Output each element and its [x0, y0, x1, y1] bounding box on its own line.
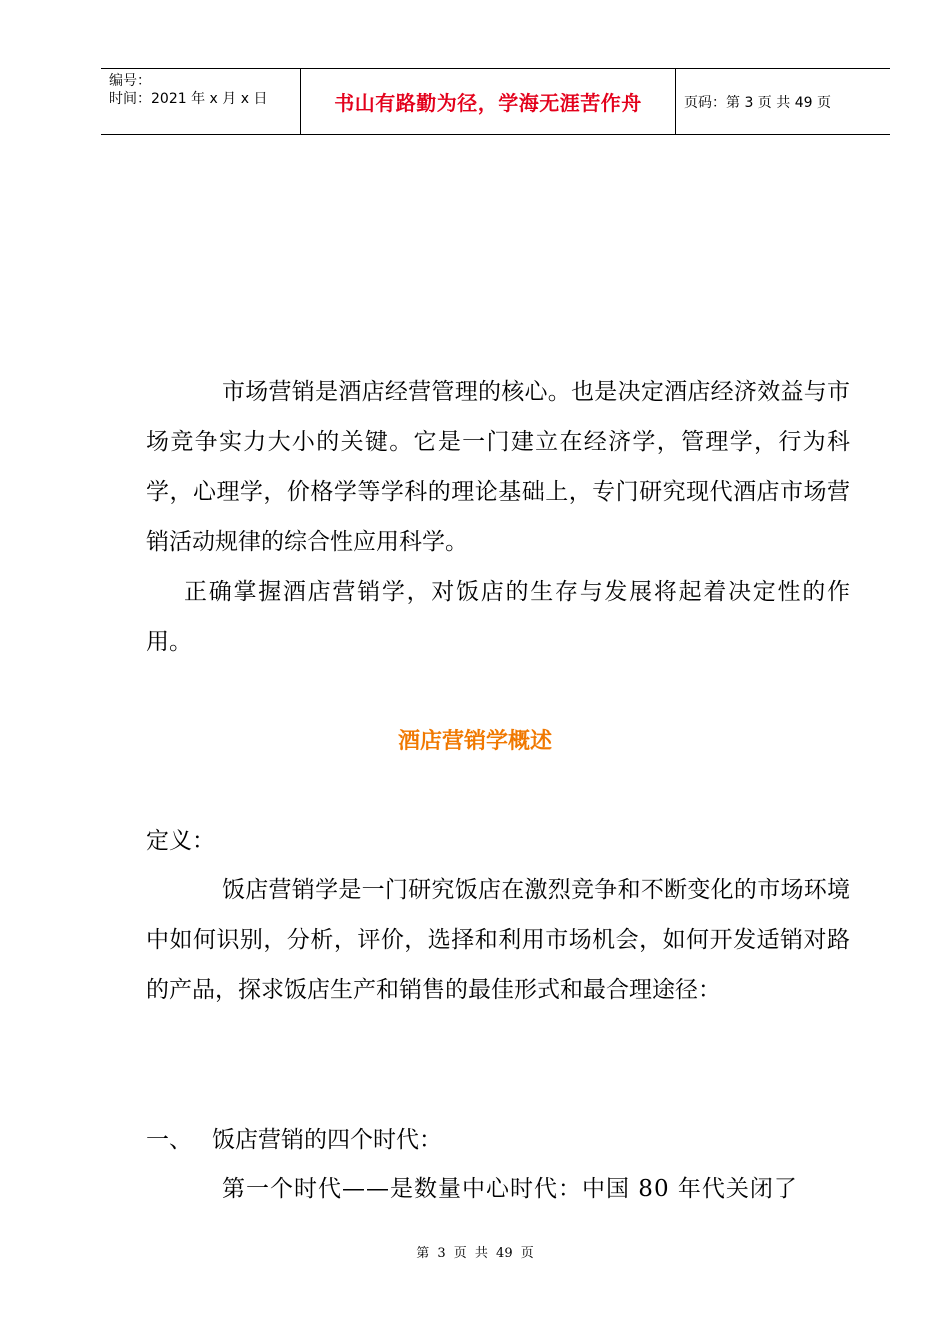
header-page-info: 页码：第 3 页 共 49 页	[684, 94, 831, 111]
definition-label: 定义：	[146, 828, 215, 854]
document-header	[101, 68, 890, 135]
definition-paragraph: 饭店营销学是一门研究饭店在激烈竞争和不断变化的市场环境中如何识别，分析，评价，选择和利用市场机会，如何开发适销对路的产品，探求饭店生产和销售的最佳形式和最合理途径：	[146, 877, 850, 1003]
header-meta	[101, 69, 301, 134]
page-footer: 第 3 页 共 49 页	[416, 1246, 534, 1261]
era-one-text: 第一个时代——是数量中心时代：中国 80 年代关闭了	[222, 1176, 798, 1202]
intro-paragraph: 市场营销是酒店经营管理的核心。也是决定酒店经济效益与市场竞争实力大小的关键。它是一门建立在经济学，管理学，行为科学，心理学，价格学等学科的理论基础上，专门研究现代酒店市场营销活动规律的综合性应用科学。	[146, 379, 850, 555]
second-paragraph: 正确掌握酒店营销学，对饭店的生存与发展将起着决定性的作用。	[146, 579, 850, 655]
section-one-title: 饭店营销的四个时代：	[212, 1127, 442, 1153]
header-page-info-cell	[676, 69, 890, 134]
number-label: 编号：	[109, 73, 151, 89]
header-motto: 书山有路勤为径，学海无涯苦作舟	[334, 91, 642, 115]
section-heading: 酒店营销学概述	[397, 729, 552, 754]
time-label: 时间：2021 年 x 月 x 日	[109, 91, 268, 107]
section-one-heading	[146, 1115, 442, 1165]
section-one-number: 一、	[146, 1127, 192, 1153]
header-motto-cell	[301, 69, 676, 134]
